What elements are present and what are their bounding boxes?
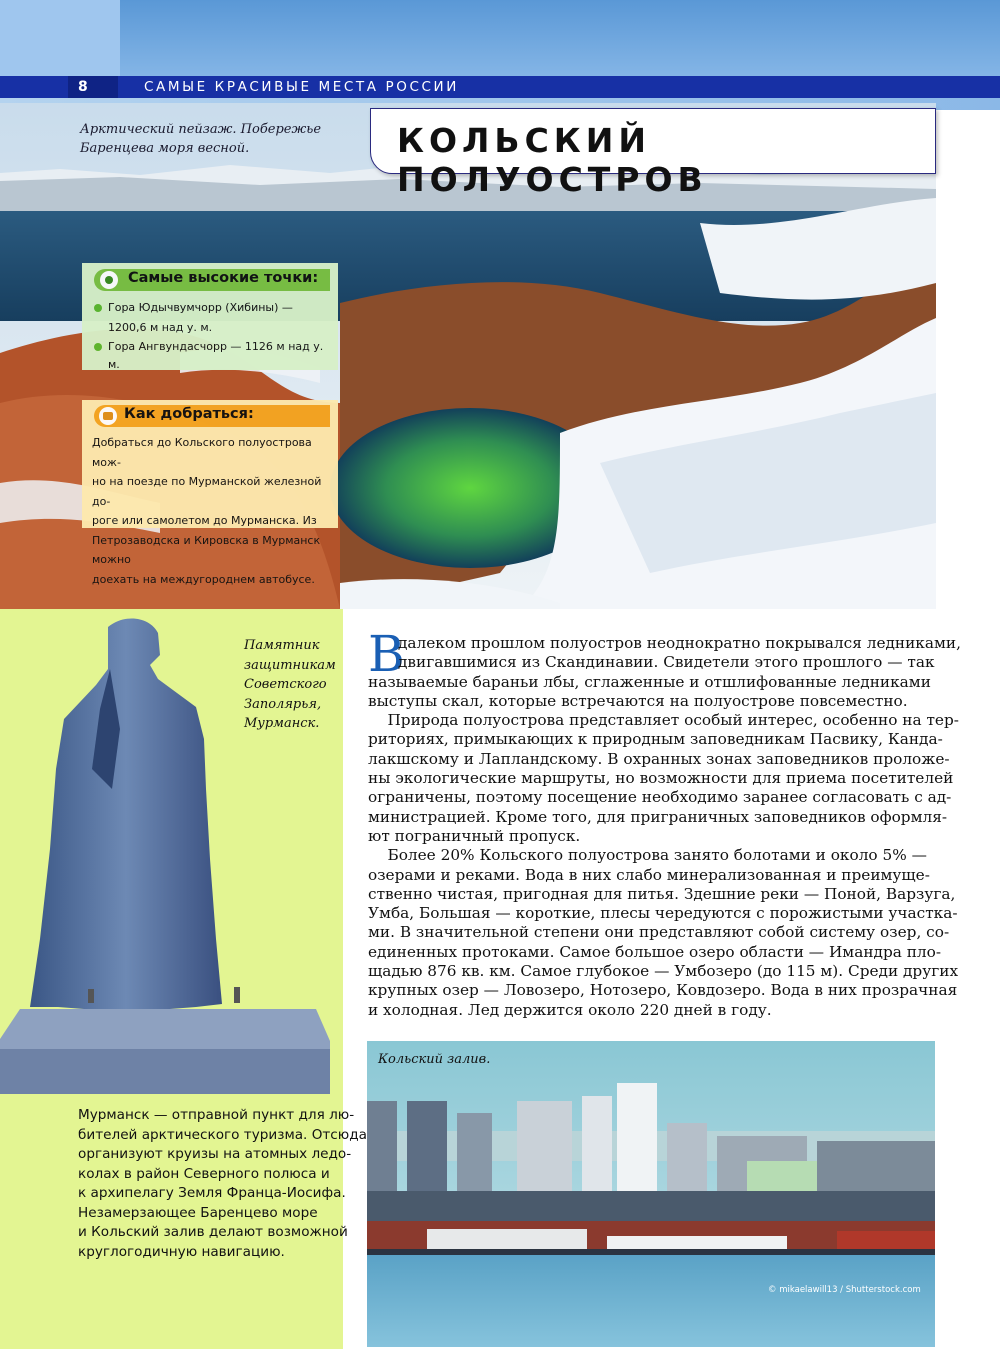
how-to-get-line: доехать на междугороднем автобусе. [92,572,315,586]
murmansk-line: колах в район Северного полюса и [78,1165,330,1182]
how-to-get-line: Петрозаводска и Кировска в Мурманск можно [92,533,321,566]
murmansk-line: Мурманск — отправной пункт для лю- [78,1107,355,1123]
article-line: единенных протоками. Самое большое озеро области — Имандра пло- [368,942,942,961]
page-title: КОЛЬСКИЙ ПОЛУОСТРОВ [397,121,708,199]
article-line: и холодная. Лед держится около 220 дней в году. [368,1000,772,1019]
hero-caption [80,120,340,158]
statue-caption-line: Советского [244,677,327,692]
how-to-get-header [94,405,330,427]
article-line: щадью 876 кв. км. Самое глубокое — Умбозеро (до 115 м). Среди других [368,962,959,981]
how-to-get-box [82,400,338,586]
murmansk-line: к архипелагу Земля Франца-Иосифа. [78,1185,346,1201]
article-line: далеком прошлом полуостров неоднократно покрывался ледниками, [398,634,961,652]
article-line: ют пограничный пропуск. [368,826,581,845]
highest-points-box [82,263,338,370]
article-line: ми. В значительной степени они представляют собой систему озер, со- [368,923,950,942]
photo-credit: © mikaelawill13 / Shutterstock.com [768,1285,921,1295]
statue-caption-line: Мурманск. [244,716,320,731]
article-body [368,625,961,1020]
article-line: называемые бараньи лбы, сглаженные и отшлифованные ледниками [368,672,931,691]
bus-icon [99,407,117,425]
highest-points-header [94,269,330,291]
article-line: ограничены, поэтому посещение необходимо заранее согласовать с ад- [368,788,952,807]
murmansk-line: и Кольский залив делают возможной [78,1224,348,1240]
article-line: выступы скал, которые встречаются на полуострове повсеместно. [368,691,908,710]
highest-point-item: Гора Ангвундасчорр — 1126 м над у. м. [108,340,324,371]
highest-point-item: 1200,6 м над у. м. [108,321,213,334]
bay-caption: Кольский залив. [378,1052,491,1067]
statue-caption-line: Заполярья, [244,696,322,712]
hero-caption-line: Баренцева моря весной. [80,141,250,156]
murmansk-line: Незамерзающее Баренцево море [78,1204,318,1221]
article-line: министрацией. Кроме того, для приграничных заповедников оформля- [368,807,948,826]
murmansk-line: бителей арктического туризма. Отсюда [78,1126,367,1143]
highest-points-heading: Самые высокие точки: [128,270,319,286]
murmansk-text [78,1106,367,1262]
how-to-get-line: но на поезде по Мурманской железной до- [92,475,322,508]
article-line: Умба, Большая — короткие, плесы чередуются с порожистыми участка- [368,904,958,923]
top-band [0,0,1000,76]
how-to-get-line: Добраться до Кольского полуострова мож- [92,436,312,469]
how-to-get-text [92,433,338,589]
statue-caption-line: защитникам [244,657,336,673]
article-line: двигавшимися из Скандинавии. Свидетели этого прошлого — так [398,653,935,672]
how-to-get-line: роге или самолетом до Мурманска. Из [92,514,317,527]
statue-caption [244,636,336,734]
bullet-icon [94,343,102,351]
kola-bay-photo [367,1041,935,1347]
article-line: Более 20% Кольского полуострова занято болотами и около 5% — [368,846,927,865]
article-line: озерами и реками. Вода в них слабо минерализованная и преимуще- [368,865,930,884]
dropcap: В [368,625,405,683]
murmansk-line: организуют круизы на атомных ледо- [78,1146,352,1162]
article-line: Природа полуострова представляет особый интерес, особенно на тер- [368,711,959,730]
page-number: 8 [68,76,118,98]
article-line: ны экологические маршруты, но возможности для приема посетителей [368,769,954,788]
murmansk-line: круглогодичную навигацию. [78,1243,285,1260]
statue-caption-line: Памятник [244,638,320,653]
article-line: крупных озер — Ловозеро, Нотозеро, Ковдозеро. Вода в них прозрачная [368,981,958,1000]
page-title-box [370,108,936,199]
article-line: ственно чистая, пригодная для питья. Здешние реки — Поной, Варзуга, [368,884,956,903]
article-line: лакшскому и Лапландскому. В охранных зонах заповедников проложе- [368,749,950,768]
eye-icon [100,271,118,289]
article-line: риториях, примыкающих к природным заповедникам Пасвику, Канда- [368,730,943,749]
bullet-icon [94,304,102,312]
highest-point-item: Гора Юдычвумчорр (Хибины) — [108,301,293,314]
hero-caption-line: Арктический пейзаж. Побережье [80,122,322,137]
how-to-get-heading: Как добраться: [124,406,254,422]
section-title: САМЫЕ КРАСИВЫЕ МЕСТА РОССИИ [144,79,459,95]
